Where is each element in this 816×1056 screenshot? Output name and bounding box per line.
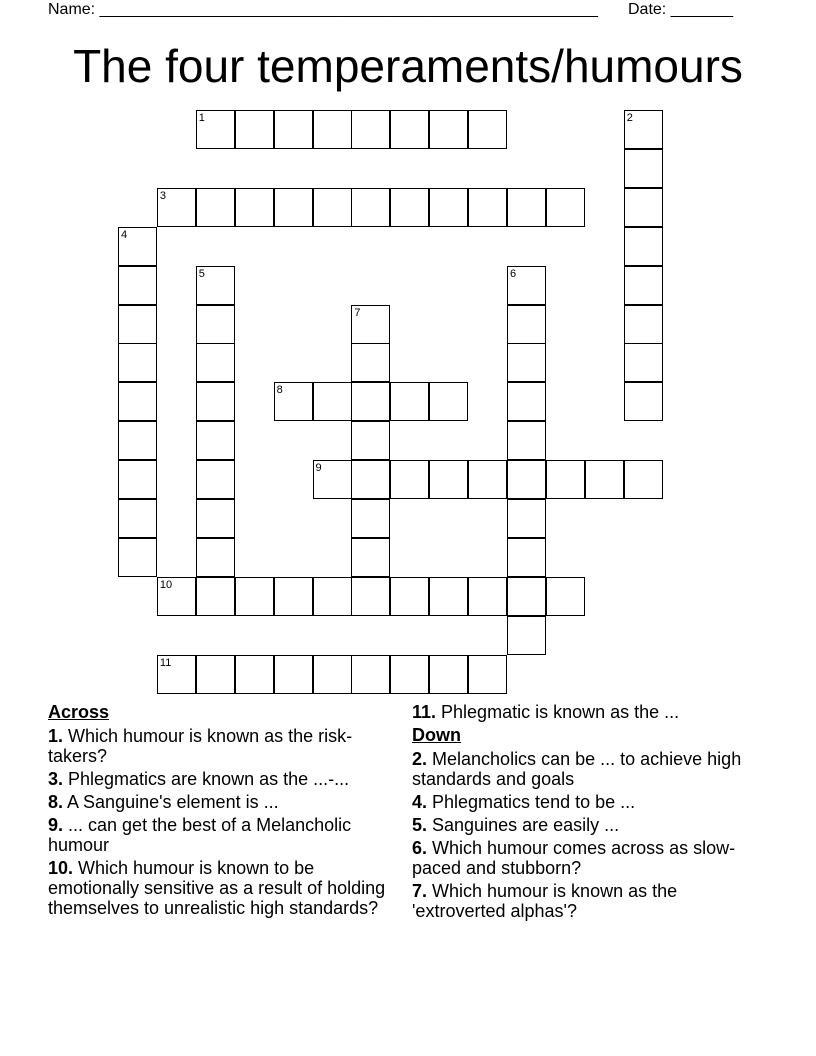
crossword-cell[interactable] <box>429 577 468 616</box>
across-clue-list <box>48 726 398 918</box>
crossword-cell[interactable] <box>351 305 390 344</box>
crossword-cell[interactable] <box>196 266 235 305</box>
crossword-cell[interactable] <box>196 382 235 421</box>
crossword-cell[interactable] <box>351 499 390 538</box>
clue-text: Which humour comes across as slow-paced and stubborn? <box>412 838 736 878</box>
clue-number: 2. <box>412 749 428 769</box>
clue-number: 3. <box>48 769 64 789</box>
crossword-cell[interactable] <box>507 382 546 421</box>
crossword-cell[interactable] <box>196 421 235 460</box>
crossword-cell[interactable] <box>196 499 235 538</box>
crossword-cell[interactable] <box>118 343 157 382</box>
clue-item <box>412 702 752 722</box>
crossword-cell[interactable] <box>274 655 313 694</box>
crossword-cell[interactable] <box>196 538 235 577</box>
clue-number: 10. <box>48 858 74 878</box>
crossword-cell[interactable] <box>507 616 546 655</box>
clue-item <box>48 858 398 918</box>
crossword-cell[interactable] <box>507 266 546 305</box>
crossword-cell[interactable] <box>507 460 546 499</box>
clue-number: 1. <box>48 726 64 746</box>
crossword-cell[interactable] <box>624 343 663 382</box>
clue-text: ... can get the best of a Melancholic humour <box>48 815 352 855</box>
crossword-cell[interactable] <box>196 305 235 344</box>
across-clue-list-continued <box>412 702 752 722</box>
crossword-cell[interactable] <box>118 538 157 577</box>
crossword-cell[interactable] <box>429 460 468 499</box>
clue-item <box>412 749 752 789</box>
crossword-cell[interactable] <box>235 110 274 149</box>
crossword-cell[interactable] <box>196 188 235 227</box>
clue-number-label: 5 <box>198 267 205 280</box>
clue-number: 8. <box>48 792 64 812</box>
clue-text: Which humour is known as the 'extroverted alphas'? <box>412 881 678 921</box>
crossword-cell[interactable] <box>351 577 390 616</box>
crossword-cell[interactable] <box>274 577 313 616</box>
crossword-cell[interactable] <box>468 655 507 694</box>
crossword-cell[interactable] <box>313 188 352 227</box>
crossword-cell[interactable] <box>507 343 546 382</box>
clue-text: Phlegmatic is known as the ... <box>436 702 680 722</box>
crossword-cell[interactable] <box>429 655 468 694</box>
clue-number-label: 2 <box>626 112 633 124</box>
clue-number-label: 3 <box>159 189 167 202</box>
clue-number-label: 10 <box>159 578 173 591</box>
crossword-cell[interactable] <box>118 305 157 344</box>
clue-text: A Sanguine's element is ... <box>63 792 279 812</box>
crossword-cell[interactable] <box>507 577 546 616</box>
crossword-cell[interactable] <box>546 460 585 499</box>
crossword-cell[interactable] <box>313 382 352 421</box>
header-line <box>48 0 748 22</box>
clue-number-label: 6 <box>510 267 517 280</box>
crossword-cell[interactable] <box>196 343 235 382</box>
crossword-cell[interactable] <box>351 538 390 577</box>
crossword-cell[interactable] <box>507 188 546 227</box>
crossword-cell[interactable] <box>313 655 352 694</box>
crossword-cell[interactable] <box>507 499 546 538</box>
clue-text: Which humour is known to be emotionally sensitive as a result of holding themselves to unrealistic high standards? <box>48 858 386 918</box>
crossword-cell[interactable] <box>624 110 663 149</box>
clue-text: Phlegmatics are known as the ...-... <box>63 769 350 789</box>
crossword-cell[interactable] <box>351 421 390 460</box>
crossword-cell[interactable] <box>118 460 157 499</box>
clue-number: 11. <box>412 702 437 722</box>
crossword-cell[interactable] <box>390 382 429 421</box>
crossword-cell[interactable] <box>624 460 663 499</box>
crossword-cell[interactable] <box>351 188 390 227</box>
crossword-cell[interactable] <box>235 655 274 694</box>
crossword-cell[interactable] <box>624 305 663 344</box>
crossword-cell[interactable] <box>429 188 468 227</box>
clue-number: 9. <box>48 815 64 835</box>
crossword-cell[interactable] <box>235 188 274 227</box>
clue-number-label: 4 <box>121 228 128 241</box>
clue-text: Phlegmatics tend to be ... <box>427 792 636 812</box>
down-clue-list <box>412 749 752 921</box>
clue-number: 7. <box>412 881 428 901</box>
crossword-cell[interactable] <box>351 460 390 499</box>
crossword-cell[interactable] <box>390 188 429 227</box>
across-heading: Across <box>48 702 110 722</box>
crossword-cell[interactable] <box>118 382 157 421</box>
page-title: The four temperaments/humours <box>73 40 743 92</box>
crossword-cell[interactable] <box>546 188 585 227</box>
crossword-cell[interactable] <box>624 382 663 421</box>
crossword-cell[interactable] <box>507 421 546 460</box>
date-field-label: Date: _______ <box>628 1 733 18</box>
crossword-cell[interactable] <box>351 382 390 421</box>
crossword-cell[interactable] <box>468 577 507 616</box>
name-field-label: Name: ________________________________________________________ <box>48 1 598 18</box>
crossword-cell[interactable] <box>429 110 468 149</box>
crossword-cell[interactable] <box>624 149 663 188</box>
clue-number: 5. <box>412 815 428 835</box>
clue-number-label: 1 <box>198 112 205 124</box>
down-heading: Down <box>412 725 461 745</box>
crossword-cell[interactable] <box>196 577 235 616</box>
clue-text: Which humour is known as the risk-takers? <box>48 726 353 766</box>
crossword-cell[interactable] <box>118 266 157 305</box>
crossword-cell[interactable] <box>585 460 624 499</box>
clue-number: 4. <box>412 792 428 812</box>
clues-right-column <box>412 702 752 924</box>
crossword-cell[interactable] <box>468 110 507 149</box>
crossword-cell[interactable] <box>624 188 663 227</box>
crossword-cell[interactable] <box>390 577 429 616</box>
crossword-cell[interactable] <box>624 266 663 305</box>
clue-number-label: 9 <box>315 462 322 475</box>
crossword-cell[interactable] <box>196 110 235 149</box>
crossword-cell[interactable] <box>118 499 157 538</box>
clue-text: Melancholics can be ... to achieve high standards and goals <box>412 749 742 789</box>
clue-item <box>48 769 398 789</box>
crossword-cell[interactable] <box>157 577 196 616</box>
crossword-cell[interactable] <box>507 538 546 577</box>
crossword-cell[interactable] <box>313 460 352 499</box>
crossword-cell[interactable] <box>313 110 352 149</box>
crossword-cell[interactable] <box>196 655 235 694</box>
clue-number-label: 7 <box>354 306 361 319</box>
crossword-cell[interactable] <box>313 577 352 616</box>
clue-item <box>412 838 752 878</box>
clue-number: 6. <box>412 838 428 858</box>
crossword-cell[interactable] <box>157 188 196 227</box>
crossword-cell[interactable] <box>351 343 390 382</box>
crossword-cell[interactable] <box>157 655 196 694</box>
crossword-cell[interactable] <box>118 421 157 460</box>
crossword-cell[interactable] <box>196 460 235 499</box>
clue-item <box>412 792 752 812</box>
clue-item <box>412 815 752 835</box>
crossword-cell[interactable] <box>468 188 507 227</box>
clue-number-label: 11 <box>159 656 172 669</box>
clue-text: Sanguines are easily ... <box>427 815 620 835</box>
crossword-cell[interactable] <box>468 460 507 499</box>
crossword-cell[interactable] <box>351 110 390 149</box>
crossword-cell[interactable] <box>624 227 663 266</box>
clues-left-column <box>48 702 398 921</box>
crossword-cell[interactable] <box>390 110 429 149</box>
crossword-cell[interactable] <box>546 577 585 616</box>
crossword-cell[interactable] <box>390 655 429 694</box>
clue-item <box>48 792 398 812</box>
clue-item <box>412 881 752 921</box>
crossword-cell[interactable] <box>274 382 313 421</box>
crossword-cell[interactable] <box>390 460 429 499</box>
clue-item <box>48 815 398 855</box>
crossword-cell[interactable] <box>118 227 157 266</box>
crossword-cell[interactable] <box>235 577 274 616</box>
crossword-cell[interactable] <box>274 188 313 227</box>
crossword-cell[interactable] <box>507 305 546 344</box>
crossword-cell[interactable] <box>351 655 390 694</box>
clue-item <box>48 726 398 766</box>
crossword-cell[interactable] <box>274 110 313 149</box>
crossword-cell[interactable] <box>429 382 468 421</box>
clue-number-label: 8 <box>276 384 283 397</box>
